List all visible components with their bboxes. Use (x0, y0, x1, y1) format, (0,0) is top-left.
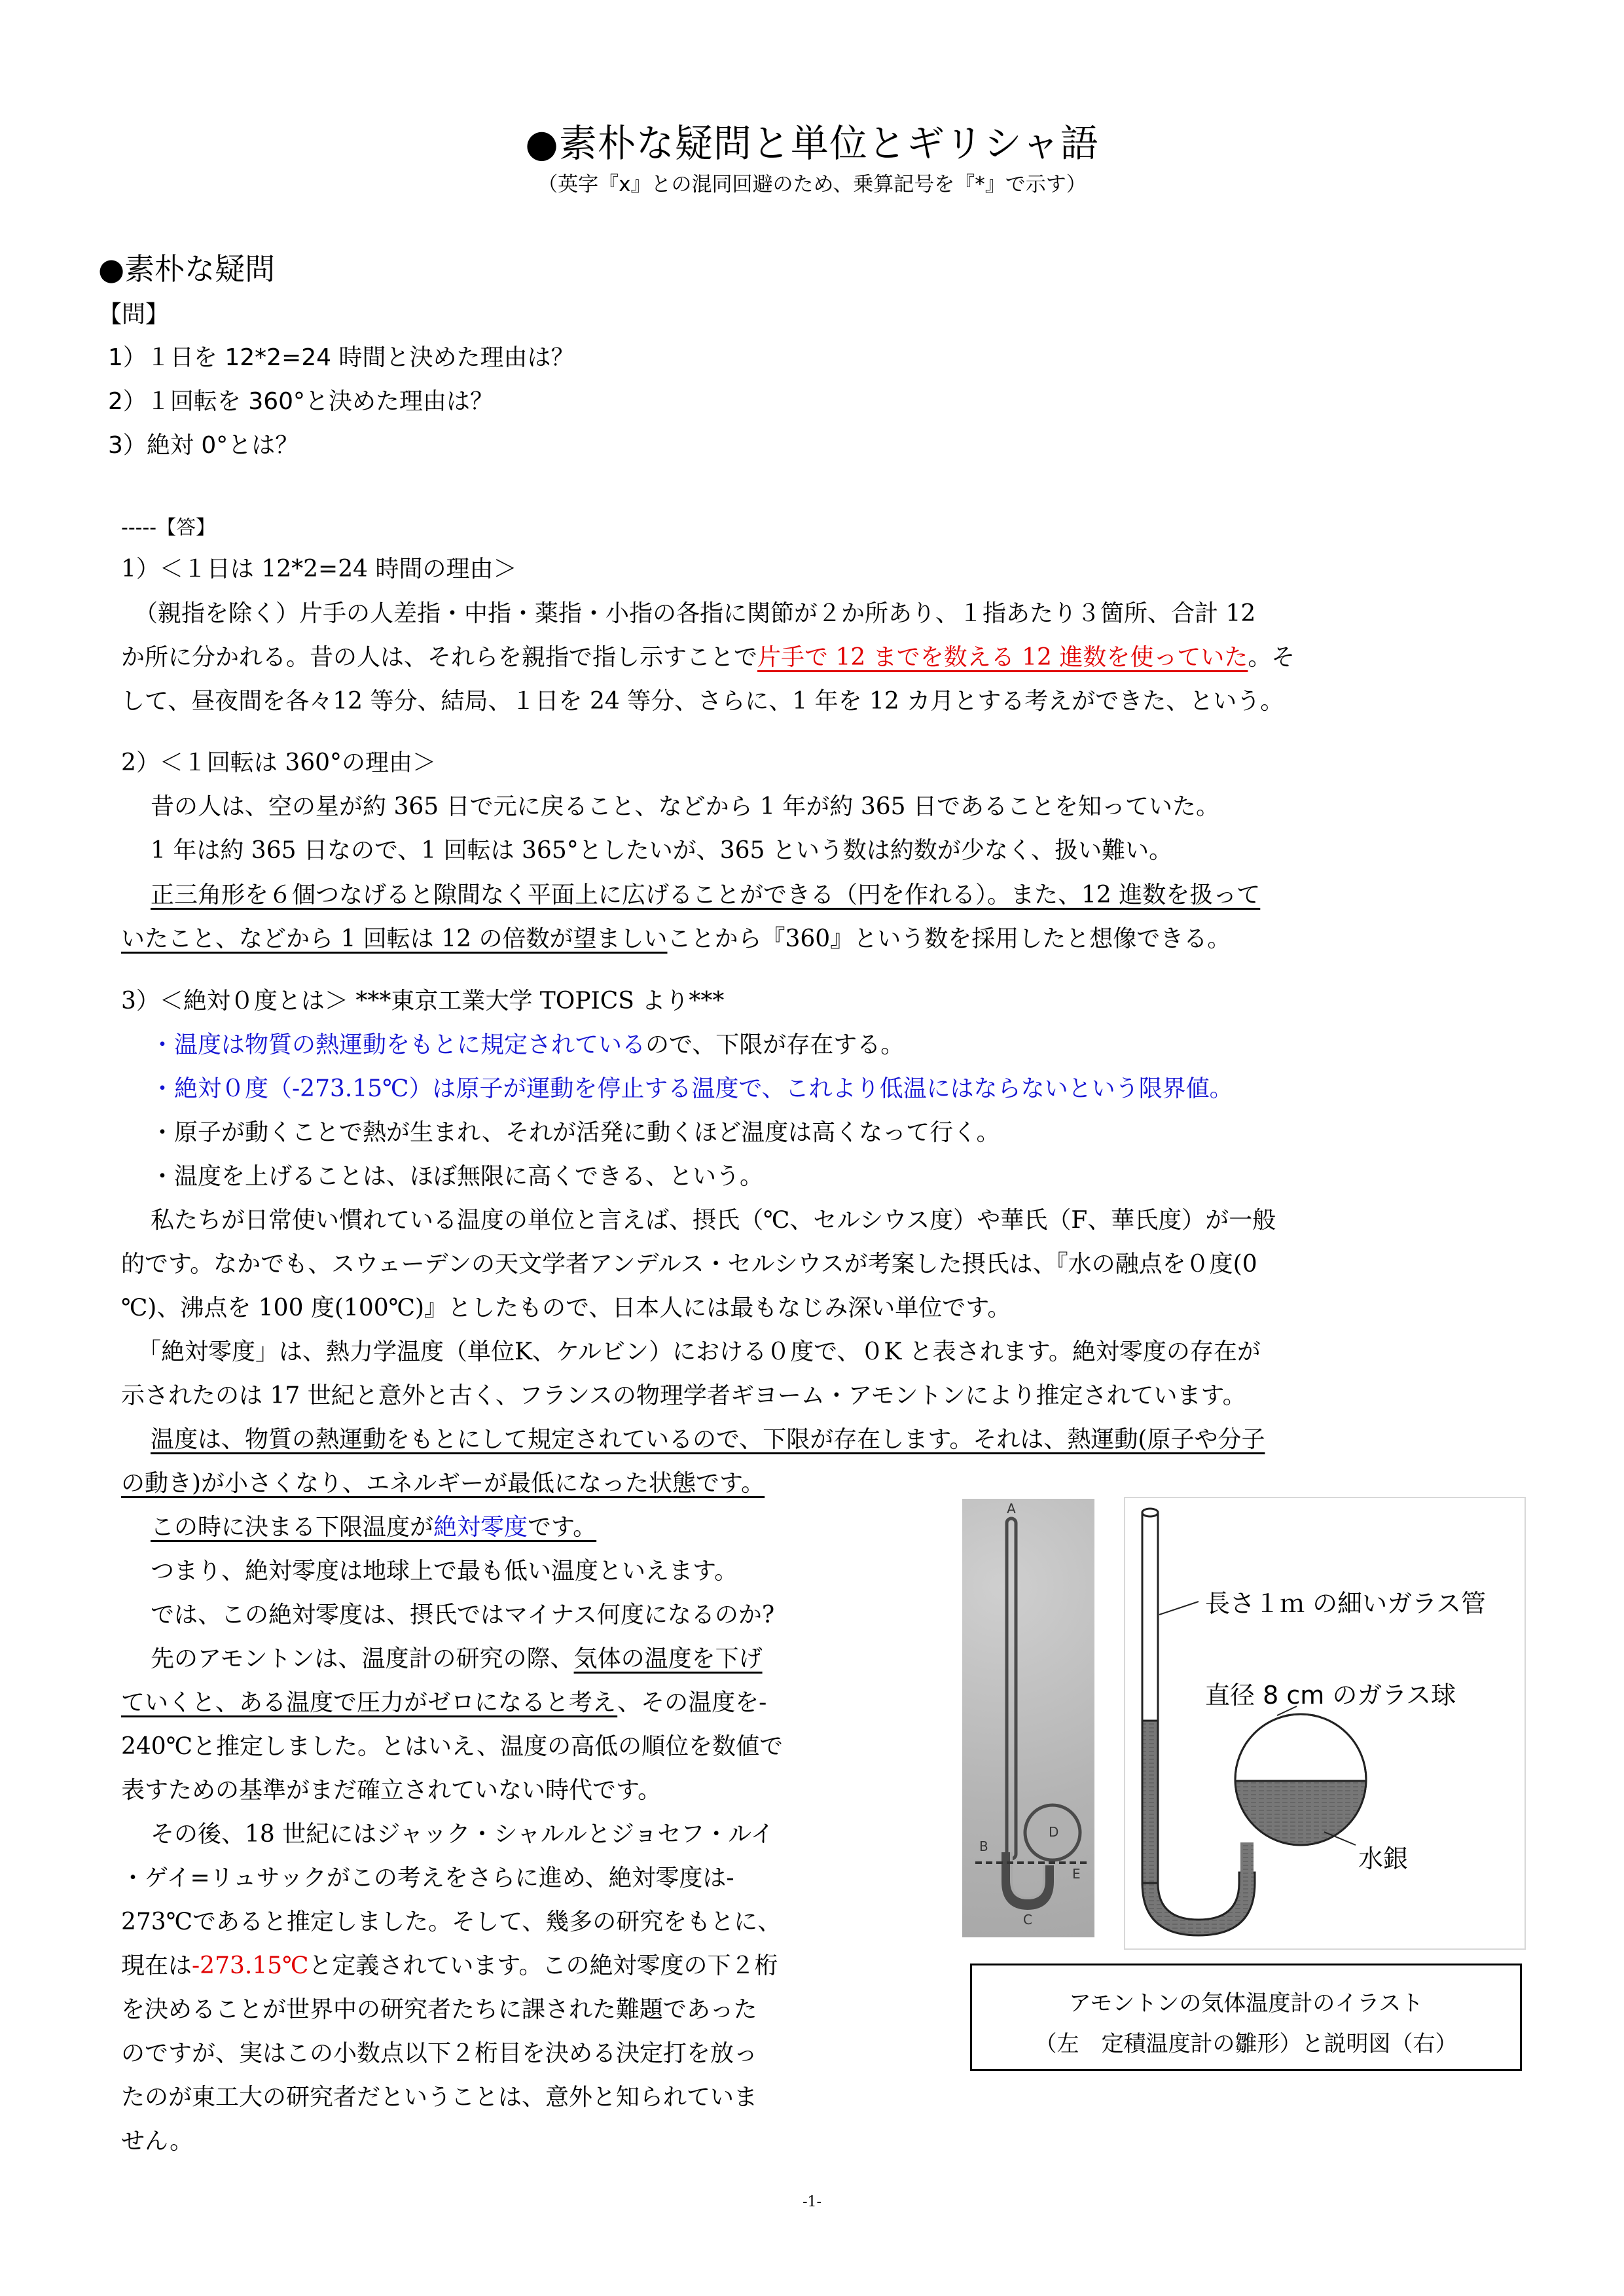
figure-caption-box (970, 1964, 1522, 2071)
label-mercury: 水銀 (1358, 1844, 1409, 1873)
para7-line2 (121, 1690, 767, 1716)
question-2: 2）１回転を 360°と決めた理由は？ (108, 388, 494, 415)
mercury-in-bulb (1230, 1781, 1374, 1853)
para3-line1: 温度は、物質の熱運動をもとにして規定されているので、下限が存在します。それは、熱運動(原子や分子 (151, 1426, 1265, 1453)
para8-line2: ・ゲイ=リュサックがこの考えをさらに進め、絶対零度は- (121, 1865, 734, 1892)
bullet-1 (151, 1032, 904, 1058)
para6: では、この絶対零度は、摂氏ではマイナス何度になるのか? (151, 1602, 775, 1628)
u-bend-mercury (1142, 1873, 1255, 1935)
para8-line8: せん。 (121, 2128, 194, 2155)
page-number: -1- (803, 2194, 821, 2210)
label-a: A (1007, 1501, 1016, 1516)
answer1-line2-text: か所に分かれる。昔の人は、それらを親指で指し示すことで (121, 644, 758, 671)
gas-thermometer-diagram (1125, 1498, 1525, 1948)
section-heading: ●素朴な疑問 (98, 251, 276, 287)
answer3-heading: 3）＜絶対０度とは＞ ***東京工業大学 TOPICS より*** (121, 988, 725, 1014)
label-glass-tube: 長さ１ｍ の細いガラス管 (1205, 1589, 1486, 1618)
label-b: B (979, 1839, 988, 1854)
para7-line2-end: 、その温度を- (617, 1689, 767, 1716)
document-subtitle: （英字『x』との混同回避のため、乗算記号を『*』で示す） (537, 173, 1087, 196)
para7-line2-underlined: ていくと、ある温度で圧力がゼロになると考え (121, 1689, 618, 1716)
answer1-line2 (121, 645, 1295, 671)
answer2-line1: 昔の人は、空の星が約 365 日で元に戻ること、などから 1 年が約 365 日であることを知っていた。 (151, 793, 1219, 820)
label-c: C (1023, 1912, 1032, 1928)
answer1-heading: 1）＜１日は 12*2=24 時間の理由＞ (121, 556, 517, 583)
answer2-line3: 正三角形を６個つなげると隙間なく平面上に広げることができる（円を作れる）。また、12 進数を扱って (151, 882, 1261, 908)
para7-line3: 240℃と推定しました。とはいえ、温度の高低の順位を数値で (121, 1733, 784, 1760)
question-label: 【問】 (98, 301, 170, 328)
answer1-line3: して、昼夜間を各々12 等分、結局、１日を 24 等分、さらに、1 年を 12 カ月とする考えができた、という。 (121, 688, 1284, 715)
answer2-line2: 1 年は約 365 日なので、1 回転は 365°としたいが、365 という数は約数が少なく、扱い難い。 (151, 837, 1173, 864)
para7-line4: 表すための基準がまだ確立されていない時代です。 (121, 1777, 662, 1804)
para4-end: です。 (528, 1514, 597, 1541)
para5: つまり、絶対零度は地球上で最も低い温度といえます。 (151, 1558, 738, 1585)
caption-line-2: （左 定積温度計の雛形）と説明図（右） (1034, 2031, 1458, 2057)
thermometer-illustration-left (962, 1499, 1094, 1937)
para2-line2: 示されたのは 17 世紀と意外と古く、フランスの物理学者ギヨーム・アモントンにより推定されています。 (121, 1382, 1246, 1409)
question-1: 1）１日を 12*2=24 時間と決めた理由は？ (108, 344, 575, 371)
answer-label: -----【答】 (121, 516, 216, 539)
bullet-1-end: ので、下限が存在する。 (645, 1031, 905, 1058)
para8-line5: を決めることが世界中の研究者たちに課された難題であった (121, 1996, 757, 2023)
bullet-1-blue: ・温度は物質の熱運動をもとに規定されている (151, 1031, 646, 1058)
para7-line1-text: 先のアモントンは、温度計の研究の際、 (151, 1645, 574, 1672)
para8-line3: 273℃であると推定しました。そして、幾多の研究をもとに、 (121, 1909, 782, 1935)
para8-line4-red: -273.15℃ (192, 1952, 309, 1979)
label-e: E (1072, 1866, 1081, 1882)
constant-volume-thermometer-drawing (962, 1499, 1094, 1937)
bulb-neck (1240, 1842, 1254, 1875)
tube-opening (1142, 1509, 1158, 1516)
para8-line6: のですが、実はこの小数点以下２桁目を決める決定打を放っ (121, 2040, 758, 2067)
mercury-column (1142, 1721, 1158, 1884)
answer2-line4-end: ことから『360』という数を採用したと想像できる。 (667, 925, 1231, 952)
label-d: D (1049, 1824, 1059, 1840)
answer2-line4 (121, 926, 1231, 952)
bullet-3: ・原子が動くことで熱が生まれ、それが活発に動くほど温度は高くなって行く。 (151, 1119, 1000, 1146)
para8-line4-end: と定義されています。この絶対零度の下２桁 (308, 1952, 778, 1979)
glass-tube (1007, 1518, 1016, 1859)
para8-line7: たのが東工大の研究者だということは、意外と知られていま (121, 2084, 758, 2111)
para2-line1: 「絶対零度」は、熱力学温度（単位K、ケルビン）における０度で、０K と表されます。絶対零度の存在が (137, 1338, 1261, 1365)
para1-line1: 私たちが日常使い慣れている温度の単位と言えば、摂氏（℃、セルシウス度）や華氏（F、華氏度）が一般 (151, 1207, 1276, 1234)
answer2-heading: 2）＜１回転は 360°の理由＞ (121, 749, 437, 776)
bullet-4: ・温度を上げることは、ほぼ無限に高くできる、という。 (151, 1163, 764, 1190)
document-title: ●素朴な疑問と単位とギリシャ語 (525, 121, 1099, 166)
para4-text: この時に決まる下限温度が (151, 1514, 434, 1541)
bullet-2: ・絶対０度（-273.15℃）は原子が運動を停止する温度で、これより低温にはならないという限界値。 (151, 1075, 1233, 1102)
para4 (151, 1515, 596, 1541)
leader-line-tube (1159, 1602, 1199, 1615)
u-bend-inner (1011, 1852, 1044, 1898)
para3-line2: の動き)が小さくなり、エネルギーが最低になった状態です。 (121, 1470, 765, 1497)
question-3: 3）絶対 0°とは？ (108, 432, 299, 459)
para1-line3: ℃)、沸点を 100 度(100℃)』としたもので、日本人には最もなじみ深い単位です。 (121, 1295, 1011, 1321)
answer1-line1: （親指を除く）片手の人差指・中指・薬指・小指の各指に関節が２か所あり、１指あたり３箇所、合計 12 (134, 600, 1256, 627)
thermometer-diagram-right (1124, 1497, 1526, 1950)
para8-line4-text: 現在は (121, 1952, 192, 1979)
para7-line1 (151, 1646, 763, 1672)
glass-tube-upper (1142, 1513, 1158, 1721)
para1-line2: 的です。なかでも、スウェーデンの天文学者アンデルス・セルシウスが考案した摂氏は、『水の融点を０度(0 (121, 1251, 1257, 1278)
para8-line1: その後、18 世紀にはジャック・シャルルとジョセフ・ルイ (151, 1821, 774, 1848)
para8-line4 (121, 1953, 778, 1979)
answer1-line2-end: 。そ (1248, 644, 1295, 671)
answer2-line4-underlined: いたこと、などから 1 回転は 12 の倍数が望ましい (121, 925, 668, 952)
label-glass-bulb: 直径 8 cm のガラス球 (1205, 1681, 1456, 1710)
caption-line-1: アモントンの気体温度計のイラスト (1068, 1990, 1424, 2017)
para4-blue: 絶対零度 (433, 1514, 528, 1541)
para7-line1-underlined: 気体の温度を下げ (573, 1645, 763, 1672)
answer1-highlight-red: 片手で 12 までを数える 12 進数を使っていた (757, 644, 1248, 671)
